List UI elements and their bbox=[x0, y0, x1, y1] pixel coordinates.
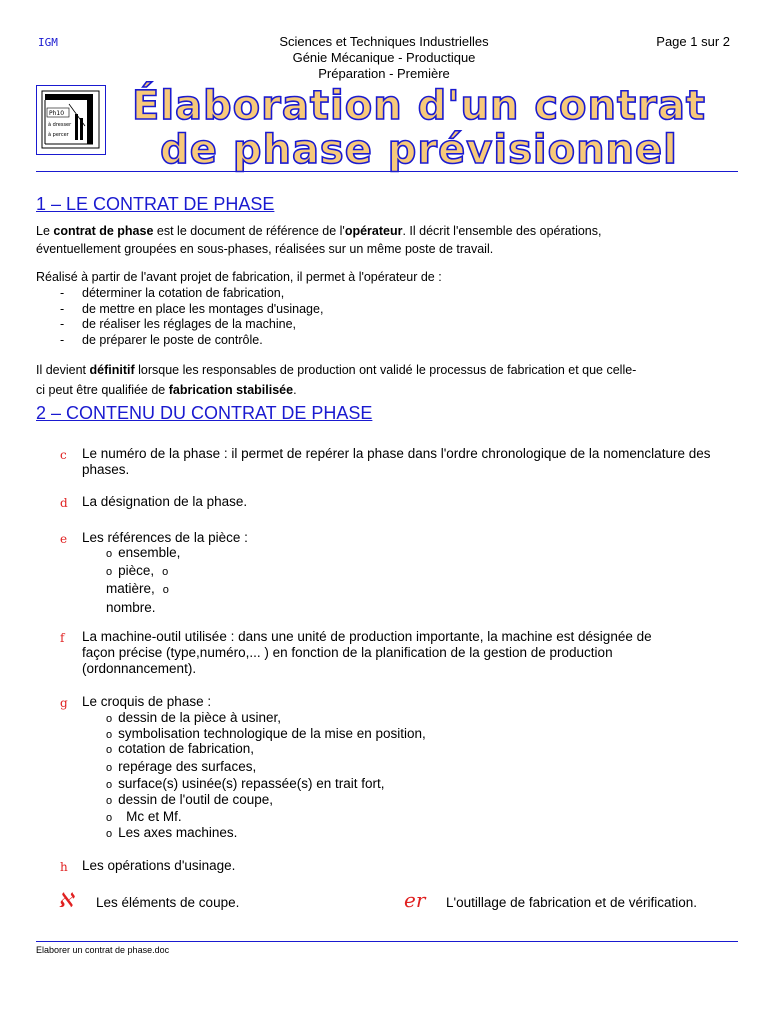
footer-filename: Elaborer un contrat de phase.doc bbox=[36, 945, 170, 955]
list-item: - déterminer la cotation de fabrication, bbox=[60, 286, 323, 302]
phase-logo-drawing bbox=[37, 86, 104, 153]
item-tooling: L'outillage de fabrication et de vérification. bbox=[446, 895, 697, 910]
term-fabrication-stabilisee: fabrication stabilisée bbox=[168, 383, 294, 397]
sub-item: nombre. bbox=[106, 600, 156, 615]
sub-item: o symbolisation technologique de la mise en position, bbox=[106, 726, 426, 741]
item-marker-c: c bbox=[60, 448, 67, 462]
sub-item: o Mc et Mf. bbox=[106, 809, 182, 824]
page-number: Page 1 sur 2 bbox=[656, 34, 730, 49]
item-marker-f: f bbox=[60, 631, 65, 645]
header-line-1: Sciences et Techniques Industrielles bbox=[279, 34, 489, 49]
footer-divider bbox=[36, 941, 738, 942]
item-machine-tool: La machine-outil utilisée : dans une unité de production importante, la machine est désignée de façon précise (type,numéro,... ) en fonction de la planification de la gestion de production (ordonnancement). bbox=[82, 629, 652, 676]
section-2-title: 2 – CONTENU DU CONTRAT DE PHASE bbox=[36, 403, 373, 423]
logo-label-ph: Ph10 bbox=[49, 110, 65, 117]
item-cutting-elements: Les éléments de coupe. bbox=[96, 895, 240, 910]
phase-logo bbox=[36, 85, 106, 155]
term-definitif: définitif bbox=[89, 363, 135, 377]
sub-item: o pièce, o bbox=[106, 563, 169, 578]
sub-item: o dessin de la pièce à usiner, bbox=[106, 710, 281, 725]
page-title-line-2: de phase prévisionnel bbox=[160, 127, 678, 173]
sub-item: o cotation de fabrication, bbox=[106, 741, 254, 756]
item-phase-designation: La désignation de la phase. bbox=[82, 494, 248, 509]
header-line-2: Génie Mécanique - Productique bbox=[292, 50, 476, 65]
header-line-3: Préparation - Première bbox=[318, 66, 450, 81]
header-left-label: IGM bbox=[38, 36, 58, 49]
page-title bbox=[114, 84, 724, 172]
term-contrat-de-phase: contrat de phase bbox=[53, 224, 154, 238]
item-marker-i: ℵ bbox=[58, 888, 73, 912]
section-1-paragraph-1: Le contrat de phase est le document de référence de l'opérateur. Il décrit l'ensemble des opérations, éventuellement groupées en sous-phases, réalisées sur un même poste de travail. bbox=[36, 224, 602, 256]
list-item: - de préparer le poste de contrôle. bbox=[60, 333, 323, 349]
sub-item: o Les axes machines. bbox=[106, 825, 238, 840]
item-marker-e: e bbox=[60, 532, 68, 546]
item-phase-sketch: Le croquis de phase : bbox=[82, 694, 212, 709]
item-marker-d: d bbox=[60, 496, 68, 510]
header-divider bbox=[36, 171, 738, 172]
term-operateur: opérateur bbox=[344, 224, 403, 238]
item-phase-number: Le numéro de la phase : il permet de repérer la phase dans l'ordre chronologique de la nomenclature des phases. bbox=[82, 446, 711, 477]
item-marker-g: g bbox=[60, 696, 68, 710]
sub-item: o repérage des surfaces, bbox=[106, 759, 257, 774]
list-item: - de mettre en place les montages d'usinage, bbox=[60, 302, 323, 318]
item-part-references: Les références de la pièce : bbox=[82, 530, 248, 545]
header-center bbox=[0, 34, 768, 82]
sub-item: o ensemble, bbox=[106, 545, 181, 560]
item-machining-operations: Les opérations d'usinage. bbox=[82, 858, 236, 873]
list-item: - de réaliser les réglages de la machine, bbox=[60, 317, 323, 333]
sub-item: o dessin de l'outil de coupe, bbox=[106, 792, 274, 807]
sub-item: o surface(s) usinée(s) repassée(s) en trait fort, bbox=[106, 776, 385, 791]
section-1-paragraph-2: Réalisé à partir de l'avant projet de fabrication, il permet à l'opérateur de : bbox=[36, 270, 442, 284]
section-1-paragraph-3: Il devient définitif lorsque les responsables de production ont validé le processus de fabrication et que celle- ci peut être qualifiée de fabrication stabilisée. bbox=[36, 363, 637, 397]
item-marker-h: h bbox=[60, 860, 68, 874]
logo-label-percer: à percer bbox=[48, 132, 69, 138]
page-title-line-1: Élaboration d'un contrat bbox=[132, 83, 706, 129]
sub-item: matière, o bbox=[106, 581, 169, 596]
section-1-title: 1 – LE CONTRAT DE PHASE bbox=[36, 194, 275, 214]
item-marker-j: er bbox=[404, 888, 426, 912]
section-1-list bbox=[60, 286, 323, 348]
logo-label-dresser: à dresser bbox=[48, 122, 72, 128]
